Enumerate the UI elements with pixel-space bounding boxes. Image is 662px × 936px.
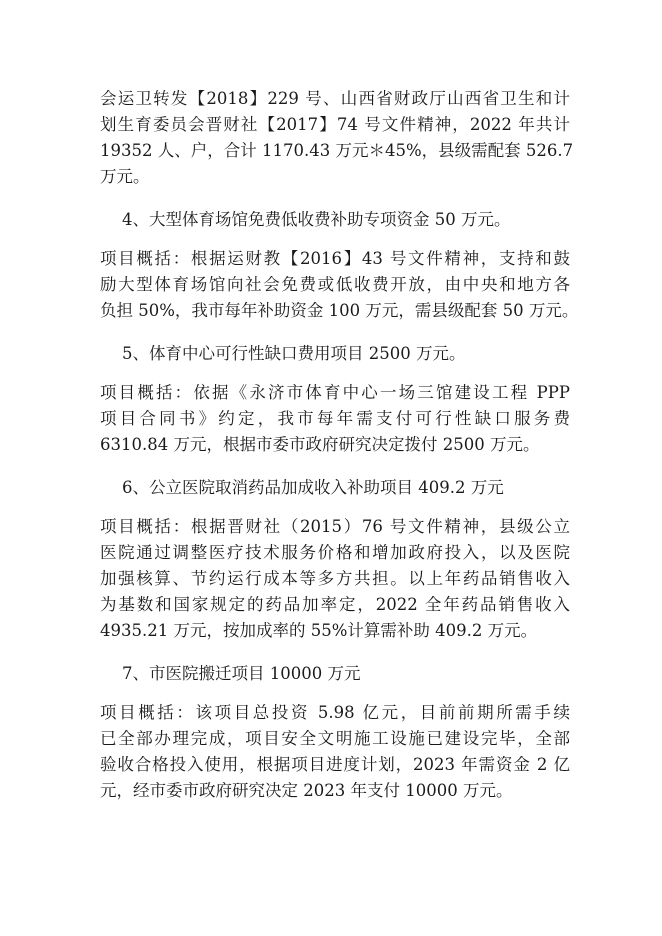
text-line: 6310.84 万元，根据市委市政府研究决定拨付 2500 万元。 [100, 435, 540, 454]
text-line: 励大型体育场馆向社会免费或低收费开放，由中央和地方各 [100, 275, 570, 294]
document-body [100, 86, 579, 804]
text-line: 为基数和国家规定的药品加率定，2022 全年药品销售收入 [100, 595, 570, 614]
item-heading-7: 7、市医院搬迁项目 10000 万元 [122, 664, 361, 683]
paragraph-item-5-summary [100, 380, 570, 458]
paragraph-item-6-summary [100, 514, 570, 644]
text-line: 负担 50%，我市每年补助资金 100 万元，需县级配套 50 万元。 [100, 301, 579, 320]
text-line: 19352 人、户，合计 1170.43 万元＊45%，县级需配套 526.7 [100, 141, 574, 160]
paragraph-item-4-summary [100, 246, 579, 324]
item-heading-6: 6、公立医院取消药品加成收入补助项目 409.2 万元 [122, 478, 504, 497]
text-line: 项目概括：根据运财教【2016】43 号文件精神，支持和鼓 [100, 249, 570, 268]
text-line: 项目概括：依据《永济市体育中心一场三馆建设工程 PPP [100, 383, 570, 402]
text-line: 万元。 [100, 167, 150, 186]
paragraph-provincial-subsidy [100, 86, 574, 190]
text-line: 划生育委员会晋财社【2017】74 号文件精神，2022 年共计 [100, 115, 570, 134]
text-line: 项目概括：根据晋财社（2015）76 号文件精神，县级公立 [100, 517, 570, 536]
paragraph-item-7-summary [100, 700, 570, 804]
text-line: 元，经市委市政府研究决定 2023 年支付 10000 万元。 [100, 781, 513, 800]
text-line: 验收合格投入使用，根据项目进度计划，2023 年需资金 2 亿 [100, 755, 570, 774]
text-line: 医院通过调整医疗技术服务价格和增加政府投入，以及医院 [100, 543, 570, 562]
text-line: 已全部办理完成，项目安全文明施工设施已建设完毕，全部 [100, 729, 570, 748]
text-line: 会运卫转发【2018】229 号、山西省财政厅山西省卫生和计 [100, 89, 570, 108]
text-line: 项目概括：该项目总投资 5.98 亿元，目前前期所需手续 [100, 703, 570, 722]
item-heading-5: 5、体育中心可行性缺口费用项目 2500 万元。 [122, 344, 466, 363]
text-line: 4935.21 万元，按加成率的 55%计算需补助 409.2 万元。 [100, 621, 538, 640]
text-line: 加强核算、节约运行成本等多方共担。以上年药品销售收入 [100, 569, 570, 588]
text-line: 项目合同书》约定，我市每年需支付可行性缺口服务费 [100, 409, 570, 428]
item-heading-4: 4、大型体育场馆免费低收费补助专项资金 50 万元。 [122, 210, 511, 229]
